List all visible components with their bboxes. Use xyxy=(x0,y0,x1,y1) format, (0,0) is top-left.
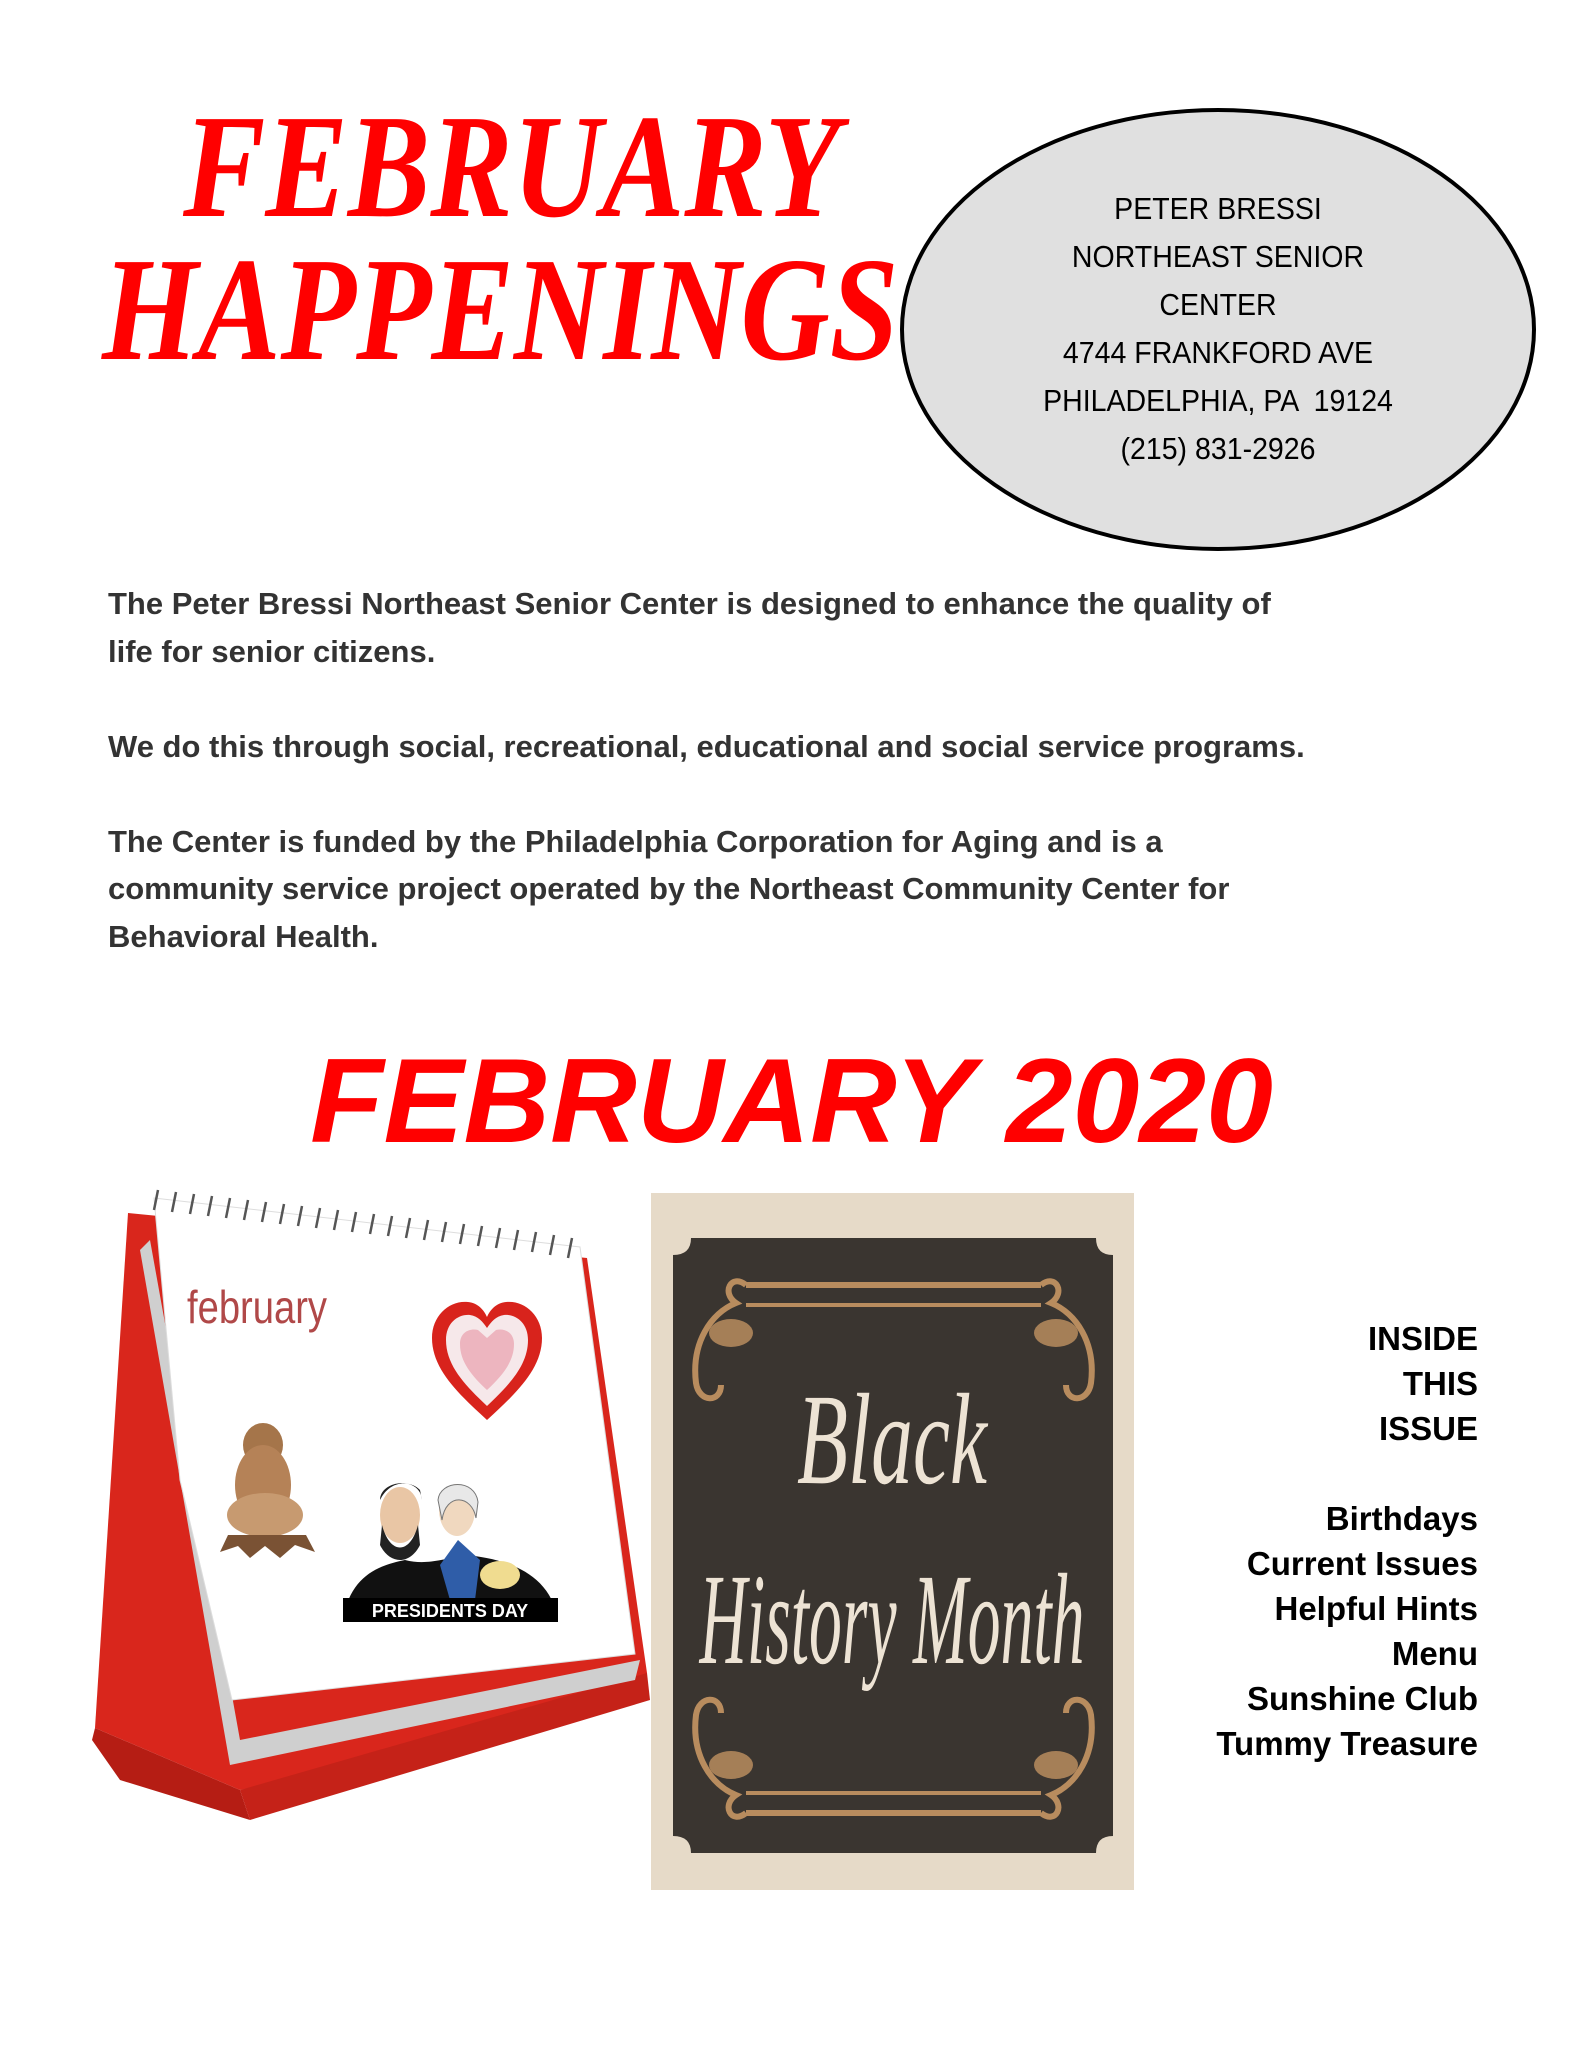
address-line: 4744 FRANKFORD AVE xyxy=(1062,335,1374,370)
intro-paragraph xyxy=(108,723,1528,771)
intro-line: community service project operated by the Northeast Community Center for xyxy=(108,871,1230,906)
address-line: (215) 831-2926 xyxy=(1120,431,1316,466)
calendar-month-label: february xyxy=(187,1281,327,1333)
toc-item: Helpful Hints xyxy=(1274,1590,1478,1627)
toc-heading: INSIDE xyxy=(1367,1320,1478,1357)
intro-text xyxy=(108,580,1528,1008)
intro-line: Behavioral Health. xyxy=(108,918,379,954)
intro-line: The Center is funded by the Philadelphia Corporation for Aging and is a xyxy=(108,823,1163,859)
intro-line: life for senior citizens. xyxy=(108,633,436,669)
toc-item: Sunshine Club xyxy=(1247,1680,1478,1717)
intro-paragraph xyxy=(108,580,1528,675)
address-line: CENTER xyxy=(1159,287,1277,322)
inside-this-issue xyxy=(1216,1316,1478,1766)
intro-line: The Peter Bressi Northeast Senior Center is designed to enhance the quality of xyxy=(108,586,1271,621)
toc-item: Tummy Treasure xyxy=(1216,1725,1478,1762)
toc-spacer xyxy=(1216,1451,1478,1496)
toc-item: Current Issues xyxy=(1246,1545,1478,1582)
toc-item: Menu xyxy=(1391,1635,1478,1672)
toc-item: Birthdays xyxy=(1325,1500,1478,1537)
address-line: NORTHEAST SENIOR xyxy=(1071,239,1365,274)
month-heading: FEBRUARY 2020 xyxy=(310,1034,1273,1168)
intro-paragraph xyxy=(108,818,1528,961)
intro-line: We do this through social, recreational, educational and social service programs. xyxy=(108,728,1305,764)
bhm-line-1: Black xyxy=(797,1368,989,1512)
black-history-month-illustration xyxy=(651,1193,1134,1890)
address-block xyxy=(900,185,1536,473)
calendar-illustration xyxy=(80,1180,660,1970)
address-line: PETER BRESSI xyxy=(1114,191,1322,226)
toc-heading: ISSUE xyxy=(1378,1410,1478,1447)
calendar-page xyxy=(154,1198,635,1700)
address-line: PHILADELPHIA, PA 19124 xyxy=(1043,383,1393,418)
bhm-line-2: History Month xyxy=(698,1548,1085,1692)
title-line-2: HAPPENINGS xyxy=(102,228,899,392)
toc-heading: THIS xyxy=(1402,1365,1478,1402)
title-line-1: FEBRUARY xyxy=(183,85,841,249)
presidents-day-banner: PRESIDENTS DAY xyxy=(371,1601,529,1621)
